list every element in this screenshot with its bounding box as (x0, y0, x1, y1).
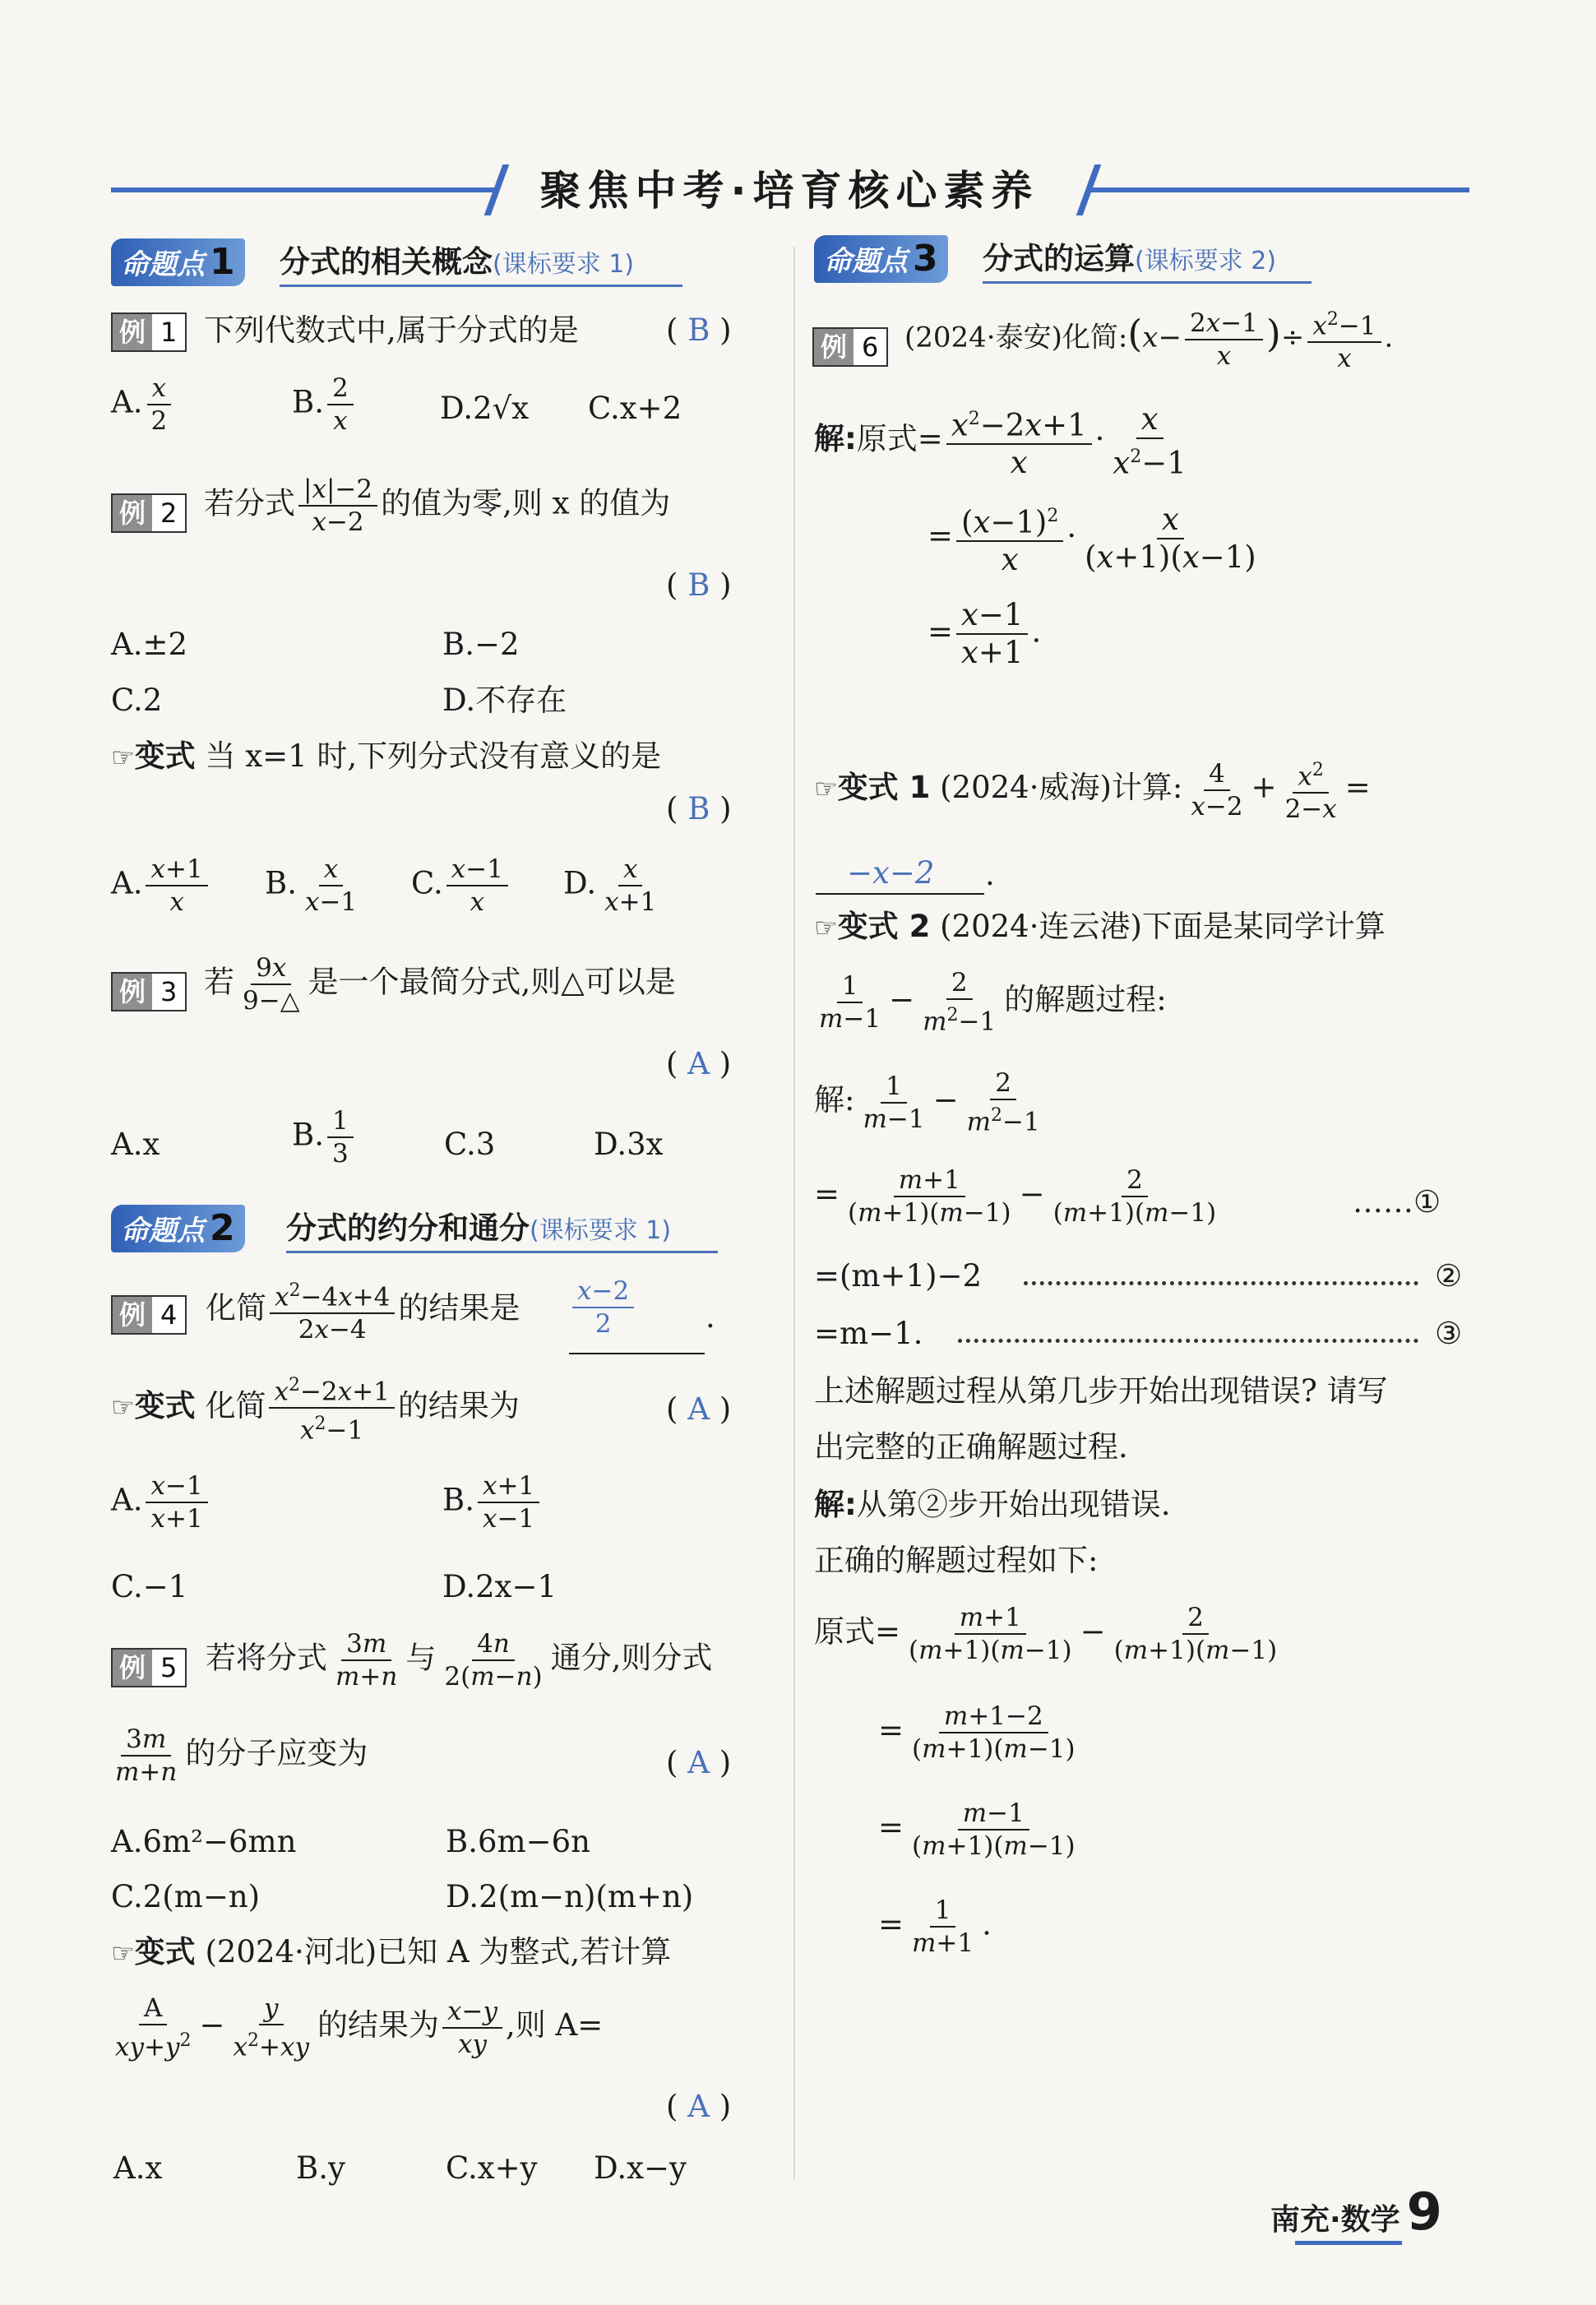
example-3-question: 若 $\frac{9x}{9-\triangle}$ 是一个最简分式,则△可以是 (204, 953, 676, 1016)
variant-label: 变式 1 (837, 770, 931, 806)
question-text: (2024·泰安)化简: (904, 321, 1128, 354)
question-text: 与 (405, 1640, 437, 1676)
topic-title-1 (280, 238, 634, 289)
variant-label: 变式 (134, 738, 196, 774)
topic-title-text: 分式的约分和通分 (286, 1210, 530, 1246)
example-tag-number: 4 (152, 1297, 185, 1333)
example-4-answer: $\frac{x-2}{2}$ (569, 1277, 637, 1338)
topic-badge-number: 1 (210, 241, 235, 283)
variant-2-question: ☞变式 化简 $\frac{x^2-2x+1}{x^2-1}$ 的结果为 (111, 1372, 520, 1445)
option-b: B.y (296, 2150, 345, 2186)
example-6-solution-line1: 解:原式= $\frac{x^2-2x+1}{x}$ · $\frac{x}{x^2-1}$ (814, 401, 1187, 481)
topic-badge-2 (111, 1205, 245, 1252)
option-a: A.x (113, 2150, 163, 2186)
page-footer (1270, 2183, 1442, 2249)
page-header-title: 聚焦中考·培育核心素养 (539, 167, 1039, 215)
option-c: C.x+2 (588, 391, 682, 426)
example-2-answer: ( B ) (666, 567, 732, 603)
option-a: A. $\frac{x-1}{x+1}$ (111, 1472, 211, 1533)
option-d: D.不存在 (442, 683, 567, 718)
example-tag-number: 3 (152, 974, 185, 1010)
question-text: (2024·威海)计算: (940, 770, 1183, 806)
question-text: 若将分式 (206, 1640, 327, 1676)
period: . (705, 1299, 715, 1335)
answer-value: B (687, 312, 710, 348)
example-tag-number: 1 (152, 314, 185, 350)
topic-underline-1 (280, 285, 682, 287)
pointing-hand-icon: ☞ (111, 742, 135, 773)
topic-note: (课标要求 1) (530, 1216, 672, 1245)
answer-value: A (687, 1046, 710, 1081)
topic-badge-3 (814, 235, 948, 283)
example-tag-label: 例 (113, 1297, 152, 1333)
topic-underline-2 (286, 1251, 718, 1253)
example-tag-1 (111, 312, 187, 352)
question-text: 的值为零,则 x 的值为 (381, 485, 671, 521)
example-tag-number: 6 (854, 329, 886, 365)
variant-5-work-line1: 解: $\frac{1}{m-1}$ − $\frac{2}{m^2-1}$ (814, 1068, 1040, 1137)
header-rule-right (1089, 187, 1469, 192)
variant-1-question (111, 738, 661, 775)
variant-2-answer: ( A ) (666, 1391, 732, 1427)
answer-value: A (687, 2089, 710, 2124)
option-b: B.−2 (442, 627, 520, 662)
topic-badge-label: 命题点 (121, 248, 205, 281)
option-c: C. $\frac{x-1}{x}$ (411, 855, 511, 916)
example-tag-number: 2 (152, 495, 185, 531)
question-text: ,则 A= (505, 2007, 604, 2043)
example-6-solution-line3: = $\frac{x-1}{x+1}$ . (928, 597, 1042, 670)
pointing-hand-icon: ☞ (814, 773, 838, 805)
solution-label: 解: (814, 1082, 855, 1118)
option-label: B. (292, 1117, 324, 1153)
topic-underline-3 (983, 281, 1311, 284)
topic-title-text: 分式的相关概念 (280, 244, 493, 280)
question-text: (2024·河北)已知 A 为整式,若计算 (205, 1934, 672, 1969)
example-tag-label: 例 (113, 314, 152, 350)
example-5-answer: ( A ) (666, 1745, 732, 1780)
option-d: D.2(m−n)(m+n) (446, 1879, 694, 1914)
answer-value: A (687, 1745, 710, 1780)
pointing-hand-icon: ☞ (111, 1937, 135, 1969)
example-tag-label: 例 (113, 495, 152, 531)
option-label: D. (563, 865, 597, 901)
variant-label: 变式 (134, 1387, 196, 1423)
leader-dots (958, 1339, 1418, 1343)
question-text: 的结果为 (397, 1387, 520, 1423)
option-label: C. (411, 865, 443, 901)
variant-3-answer: ( A ) (666, 2089, 732, 2124)
answer-blank-line (569, 1353, 705, 1354)
option-a: A. $\frac{x}{2}$ (111, 374, 175, 435)
example-tag-4 (111, 1295, 187, 1335)
example-tag-6 (812, 327, 888, 367)
pointing-hand-icon: ☞ (111, 1391, 135, 1423)
question-text: 当 x=1 时,下列分式没有意义的是 (205, 738, 662, 774)
leader-dots (1024, 1281, 1418, 1285)
answer-value: B (687, 791, 710, 826)
topic-badge-1 (111, 238, 245, 286)
question-text: 通分,则分式 (550, 1640, 713, 1676)
example-6-solution-line2: = $\frac{(x-1)^2}{x}$ · $\frac{x}{(x+1)(x-1)}$ (928, 501, 1256, 578)
topic-badge-number: 3 (913, 238, 938, 280)
example-tag-label: 例 (113, 1650, 152, 1686)
question-text: (2024·连云港)下面是某同学计算 (940, 909, 1386, 944)
variant-5-answer-line1 (814, 1487, 1171, 1523)
variant-label: 变式 2 (837, 909, 931, 944)
question-text: 化简 (206, 1290, 266, 1326)
example-5-question-line2: $\frac{3m}{m+n}$ 的分子应变为 (115, 1724, 368, 1787)
topic-title-3 (983, 235, 1276, 285)
example-4-question: 化简 $\frac{x^2-4x+4}{2x-4}$ 的结果是 (206, 1277, 520, 1344)
option-b: B. $\frac{x}{x-1}$ (265, 854, 358, 917)
question-text: 若 (204, 964, 234, 1000)
example-tag-number: 5 (152, 1650, 185, 1686)
solution-label: 解: (814, 1487, 857, 1522)
topic-badge-label: 命题点 (824, 245, 908, 278)
variant-5-work-line4: =m−1. (814, 1316, 923, 1351)
topic-badge-number: 2 (210, 1207, 235, 1249)
step-2-marker: ② (1435, 1258, 1463, 1294)
question-text: 的分子应变为 (185, 1735, 368, 1771)
example-1-answer: ( B ) (666, 312, 732, 348)
question-text: 是一个最简分式,则△可以是 (308, 964, 676, 1000)
answer-blank-line (816, 893, 984, 895)
variant-3-question-line2: $\frac{A}{xy+y^2}$ − $\frac{y}{x^2+xy}$ 的结果为 $\frac{x-y}{xy}$ ,则 A= (115, 1993, 604, 2062)
variant-5-answer-line6: = $\frac{1}{m+1}$ . (878, 1895, 992, 1958)
option-d: D. $\frac{x}{x+1}$ (563, 854, 657, 917)
option-b: B. $\frac{x+1}{x-1}$ (442, 1472, 543, 1533)
period: . (985, 857, 995, 892)
solution-label: 解: (814, 421, 857, 457)
option-b: B. $\frac{2}{x}$ (292, 374, 357, 435)
solution-text: 原式= (856, 421, 943, 457)
topic-badge-label: 命题点 (121, 1215, 205, 1247)
step-3-marker: ③ (1435, 1316, 1463, 1351)
option-a: A.±2 (111, 627, 188, 662)
option-a: A. $\frac{x+1}{x}$ (111, 855, 211, 916)
example-tag-label: 例 (113, 974, 152, 1010)
variant-5-question (814, 909, 1386, 946)
option-c: C.−1 (111, 1569, 188, 1604)
option-a: A.x (111, 1127, 160, 1162)
variant-5-answer-line5: = $\frac{m-1}{(m+1)(m-1)}$ (878, 1798, 1076, 1861)
variant-label: 变式 (134, 1934, 196, 1969)
variant-5-question-part2-line2: 出完整的正确解题过程. (814, 1429, 1128, 1465)
option-c: C.x+y (446, 2150, 538, 2186)
question-text: 的结果为 (317, 2007, 439, 2043)
example-6-question: (2024·泰安)化简:(x− $\frac{2x-1}{x}$ )÷ $\frac{x^2-1}{x}$ . (904, 306, 1393, 373)
topic-title-2 (286, 1205, 671, 1255)
solution-text: 从第②步开始出现错误. (856, 1487, 1171, 1522)
answer-value: A (687, 1391, 710, 1427)
topic-note: (课标要求 1) (493, 250, 635, 279)
option-c: C.2(m−n) (111, 1879, 261, 1914)
pointing-hand-icon: ☞ (814, 912, 838, 943)
question-text: 的结果是 (398, 1290, 520, 1326)
solution-text: 原式= (814, 1613, 901, 1650)
option-d: D.2√x (440, 391, 530, 426)
option-b: B.6m−6n (446, 1824, 590, 1859)
example-1-question: 下列代数式中,属于分式的是 (204, 312, 579, 348)
variant-4-question: ☞变式 1 (2024·威海)计算: $\frac{4}{x-2}$ + $\frac{x^2}{2-x}$ = (814, 757, 1371, 823)
option-c: C.3 (444, 1127, 496, 1162)
header-rule-left (111, 187, 497, 192)
example-tag-5 (111, 1648, 187, 1687)
question-text: 化简 (205, 1387, 266, 1423)
page-number: 9 (1406, 2182, 1442, 2242)
question-text: 若分式 (204, 485, 295, 521)
answer-value: B (687, 567, 710, 603)
variant-5-answer-line3: 原式= $\frac{m+1}{(m+1)(m-1)}$ − $\frac{2}{(m+1)(m-1)}$ (814, 1603, 1278, 1665)
option-label: B. (442, 1482, 474, 1518)
variant-5-answer-line2: 正确的解题过程如下: (814, 1543, 1099, 1578)
variant-5-work-line2: = $\frac{m+1}{(m+1)(m-1)}$ − $\frac{2}{(m+1)(m-1)}$ (814, 1165, 1217, 1228)
footer-region: 南充·数学 (1270, 2203, 1400, 2237)
example-5-question: 若将分式 $\frac{3m}{m+n}$ 与 $\frac{4n}{2(m-n)}$ 通分,则分式 (206, 1629, 713, 1692)
topic-note: (课标要求 2) (1135, 247, 1277, 275)
option-d: D.3x (594, 1127, 664, 1162)
option-d: D.x−y (594, 2150, 687, 2186)
option-label: B. (292, 384, 324, 420)
example-3-answer: ( A ) (666, 1046, 732, 1081)
variant-5-question-part2: 上述解题过程从第几步开始出现错误? 请写 (814, 1373, 1388, 1409)
variant-3-question (111, 1934, 671, 1971)
example-2-question: 若分式 $\frac{|x|-2}{x-2}$ 的值为零,则 x 的值为 (204, 474, 671, 537)
column-divider (793, 247, 795, 2179)
option-label: A. (111, 384, 143, 420)
variant-5-question-line2: $\frac{1}{m-1}$ − $\frac{2}{m^2-1}$ 的解题过程: (819, 968, 1167, 1037)
option-label: A. (111, 865, 143, 901)
example-tag-2 (111, 493, 187, 533)
footer-underline (1295, 2241, 1402, 2245)
option-b: B. $\frac{1}{3}$ (292, 1107, 357, 1168)
example-tag-label: 例 (814, 329, 854, 365)
option-d: D.2x−1 (442, 1569, 557, 1604)
variant-1-answer: ( B ) (666, 791, 732, 826)
step-1-marker: ……① (1353, 1184, 1441, 1220)
variant-4-answer: −x−2 (847, 855, 935, 891)
variant-5-answer-line4: = $\frac{m+1-2}{(m+1)(m-1)}$ (878, 1701, 1076, 1764)
option-label: A. (111, 1482, 143, 1518)
question-text: 的解题过程: (1004, 982, 1167, 1018)
option-label: B. (265, 865, 297, 901)
option-a: A.6m²−6mn (111, 1824, 297, 1859)
variant-5-work-line3: =(m+1)−2 (814, 1258, 983, 1294)
example-tag-3 (111, 972, 187, 1011)
topic-title-text: 分式的运算 (983, 241, 1135, 276)
option-c: C.2 (111, 683, 163, 718)
